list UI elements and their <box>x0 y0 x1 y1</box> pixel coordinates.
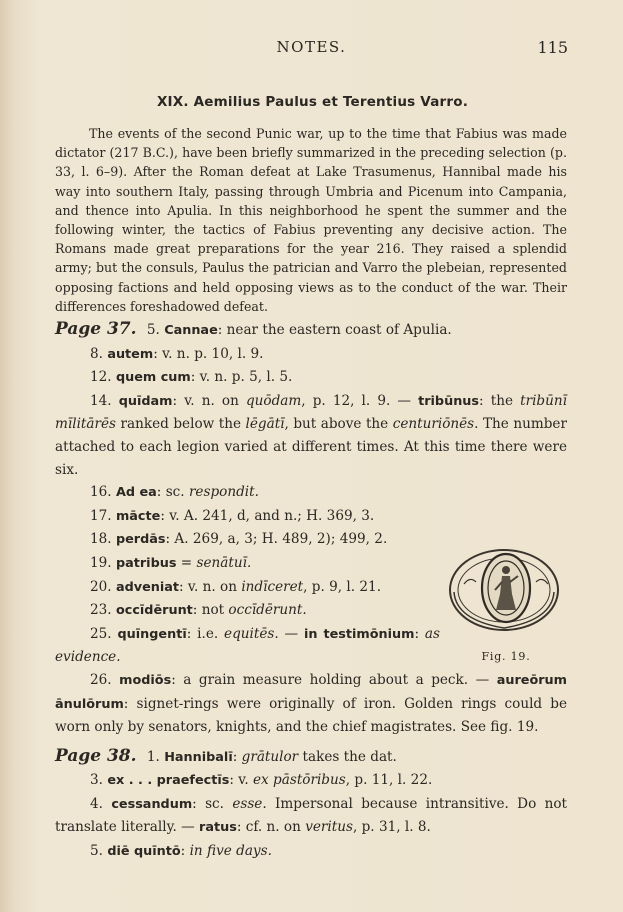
note-text: : signet-rings were originally of iron. Golden rings could be worn only by senators, knights, and the chief magistrates. See fig. 19. <box>55 695 567 736</box>
lemma: modiōs <box>119 672 172 688</box>
lemma: Ad ea <box>115 485 157 501</box>
note-text: : v. A. 241, d, and n.; H. 369, 3. <box>160 507 375 524</box>
note-italic: equitēs <box>224 625 275 642</box>
note-italic: ex pāstōribus <box>253 772 346 789</box>
lemma: occīdērunt <box>115 603 193 619</box>
lemma: in testimōnium <box>304 626 415 642</box>
page-number: 115 <box>537 38 568 57</box>
note-37-17 <box>55 505 567 529</box>
section-title: Aemilius Paulus et Terentius Varro. <box>193 94 469 110</box>
note-38-5 <box>55 840 567 864</box>
note-text: : not <box>192 602 229 619</box>
lemma: quem cum <box>115 370 191 386</box>
note-37-25 <box>55 623 440 669</box>
note-italic: in five days. <box>189 843 272 860</box>
note-text: : i.e. <box>186 625 225 642</box>
note-number: 25. <box>90 625 112 642</box>
note-text: . — <box>274 625 304 642</box>
figure-caption: Fig. 19. <box>481 650 531 663</box>
note-text: : cf. n. on <box>236 819 306 836</box>
note-text: : A. 269, a, 3; H. 489, 2); 499, 2. <box>165 531 388 548</box>
note-37-5 <box>55 318 567 343</box>
note-text: : sc. <box>192 795 233 812</box>
note-38-1 <box>55 745 567 770</box>
note-number: 26. <box>90 671 112 688</box>
note-text: : near the eastern coast of Apulia. <box>217 322 452 338</box>
lemma: quīngentī <box>117 626 187 642</box>
note-37-16 <box>55 481 567 505</box>
running-head <box>0 38 623 60</box>
note-number: 20. <box>90 578 112 595</box>
note-37-26 <box>55 669 567 739</box>
note-text: : v. n. p. 10, l. 9. <box>153 345 264 362</box>
note-number: 5. <box>146 322 160 338</box>
note-italic: occīdērunt. <box>228 602 307 619</box>
note-text: : <box>414 625 420 642</box>
note-italic: indīceret <box>241 578 304 595</box>
note-text: , p. 31, l. 8. <box>352 819 431 836</box>
note-text: : <box>232 748 242 765</box>
lemma: Hannibalī <box>164 749 233 765</box>
note-text: : <box>180 843 190 860</box>
note-text: , p. 9, l. 21. <box>303 578 382 595</box>
note-number: 23. <box>90 602 112 619</box>
note-text: : v. n. on <box>172 392 246 409</box>
note-text: : v. n. p. 5, l. 5. <box>190 369 293 386</box>
note-number: 4. <box>90 795 103 812</box>
note-text: , but above the <box>284 416 393 433</box>
note-number: 17. <box>90 507 112 524</box>
lemma: diē quīntō <box>107 844 181 860</box>
note-number: 8. <box>90 345 103 362</box>
note-text: : a grain measure holding about a peck. — <box>171 671 497 688</box>
lemma: patribus <box>115 555 177 571</box>
note-italic: lēgātī <box>245 416 285 433</box>
note-italic: esse <box>232 795 263 812</box>
lemma: cessandum <box>111 796 193 812</box>
note-37-14 <box>55 390 567 481</box>
note-38-4 <box>55 793 567 840</box>
lemma: ex . . . praefectīs <box>107 773 230 789</box>
note-number: 5. <box>90 843 103 860</box>
running-head-title: NOTES. <box>276 38 347 56</box>
note-number: 1. <box>146 748 160 765</box>
note-37-8 <box>55 343 567 367</box>
note-text: : the <box>479 392 521 409</box>
note-italic: tribūnī mīlitārēs <box>55 392 567 433</box>
lemma: Cannae <box>164 323 218 338</box>
intro-paragraph: The events of the second Punic war, up to the time that Fabius was made dictator (217 B.C.), have been briefly summarized in the preceding selection (p. 33, l. 6–9). After the Roman defeat at Lake Trasumenus, Hannibal made his way into southern Italy, passing through Umbria and Picenum into Campania, and thence into Apulia. In this neighborhood he spent the summer and the following winter, the tactics of Fabius preventing any decisive action. The Romans made great preparations for the year 216. They raised a splendid army; but the consuls, Paulus the patrician and Varro the plebeian, represented opposing factions and held opposing views as to the conduct of the war. Their differences foreshadowed defeat. <box>55 126 567 314</box>
page-ref-37: Page 37. <box>55 319 137 339</box>
lemma: adveniat <box>115 579 180 595</box>
note-text: . Impersonal because intransitive. Do not translate literally. — <box>55 795 567 836</box>
lemma: tribūnus <box>418 393 480 409</box>
section-heading <box>60 94 565 110</box>
section-number: XIX. <box>156 94 189 110</box>
lemma: mācte <box>115 508 161 524</box>
note-italic: senātuī. <box>196 554 252 571</box>
note-number: 3. <box>90 772 103 789</box>
note-number: 14. <box>90 392 112 409</box>
note-text: , p. 11, l. 22. <box>345 772 433 789</box>
figure-signet-ring <box>446 532 566 672</box>
lemma: aureōrum ānulōrum <box>55 672 567 712</box>
note-italic: veritus <box>305 819 353 836</box>
lemma: ratus <box>199 820 237 836</box>
note-italic: grātulor <box>241 748 299 765</box>
note-37-12 <box>55 366 567 390</box>
note-text: , p. 12, l. 9. — <box>301 392 419 409</box>
note-number: 18. <box>90 531 112 548</box>
note-text: takes the dat. <box>298 748 397 765</box>
note-italic: quōdam <box>245 392 302 409</box>
note-text: : v. n. on <box>179 578 242 595</box>
note-text: ranked below the <box>116 416 246 433</box>
signet-ring-illustration <box>446 532 566 644</box>
note-number: 19. <box>90 554 112 571</box>
note-number: 12. <box>90 369 112 386</box>
note-text: : sc. <box>156 484 189 501</box>
note-text: = <box>176 554 197 571</box>
page-ref-38: Page 38. <box>55 745 137 766</box>
note-number: 16. <box>90 484 112 501</box>
note-38-3 <box>55 769 567 793</box>
note-italic: respondit. <box>188 484 259 501</box>
note-text: : v. <box>229 772 253 789</box>
lemma: perdās <box>115 532 166 548</box>
note-text: . The number attached to each legion varied at different times. At this time there were six. <box>55 416 567 478</box>
note-italic: centuriōnēs <box>392 416 475 433</box>
lemma: autem <box>107 346 154 362</box>
lemma: quīdam <box>118 393 173 409</box>
note-italic: as evidence. <box>55 625 441 666</box>
